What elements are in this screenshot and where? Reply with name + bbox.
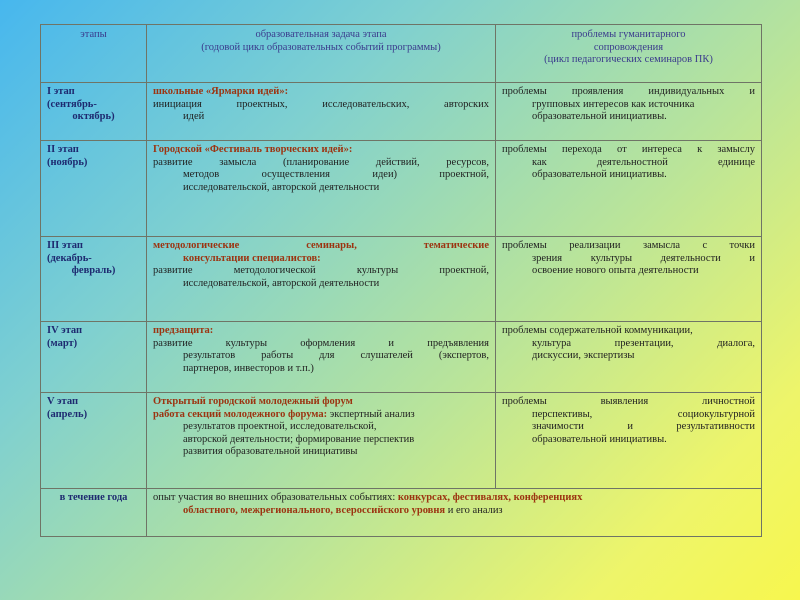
stage-cell: V этап (апрель) [41,393,147,489]
table-row [41,83,762,141]
table-header-row [41,25,762,83]
table-row [41,237,762,322]
header-problems: проблемы гуманитарного сопровождения (цикл педагогических семинаров ПК) [496,25,762,83]
task-cell: предзащита: развитие культуры оформления и предъявления результатов работы для слушателей (экспертов, партнеров, инвесторов и т.п.) [147,322,496,393]
table-row [41,393,762,489]
year-round-cell: опыт участия во внешних образовательных событиях: конкурсах, фестивалях, конференциях областного, межрегионального, всероссийского уровня и его анализ [147,489,762,537]
task-cell: Городской «Фестиваль творческих идей»: развитие замысла (планирование действий, ресурсов, методов осуществления идеи) проектной, исследовательской, авторской деятельности [147,141,496,237]
header-stages: этапы [41,25,147,83]
table-row [41,489,762,537]
task-cell: Открытый городской молодежный форум работа секций молодежного форума: экспертный анализ результатов проектной, исследовательской, авторской деятельности; формирование перспектив развития образовательной инициативы [147,393,496,489]
stage-cell: IV этап (март) [41,322,147,393]
stage-cell: II этап (ноябрь) [41,141,147,237]
task-cell: школьные «Ярмарки идей»: инициация проектных, исследовательских, авторских идей [147,83,496,141]
problem-cell: проблемы проявления индивидуальных и групповых интересов как источника образовательной инициативы. [496,83,762,141]
stage-cell: I этап (сентябрь- октябрь) [41,83,147,141]
problem-cell: проблемы перехода от интереса к замыслу как деятельностной единице образовательной инициативы. [496,141,762,237]
header-task: образовательная задача этапа (годовой цикл образовательных событий программы) [147,25,496,83]
stage-cell: в течение года [41,489,147,537]
table-row [41,322,762,393]
stage-cell: III этап (декабрь- февраль) [41,237,147,322]
task-cell: методологические семинары, тематические консультации специалистов: развитие методологической культуры проектной, исследовательской, авторской деятельности [147,237,496,322]
table-row [41,141,762,237]
problem-cell: проблемы выявления личностной перспективы, социокультурной значимости и результативности образовательной инициативы. [496,393,762,489]
problem-cell: проблемы реализации замысла с точки зрения культуры деятельности и освоение нового опыта деятельности [496,237,762,322]
problem-cell: проблемы содержательной коммуникации, культура презентации, диалога, дискуссии, экспертизы [496,322,762,393]
program-stages-table [40,24,762,537]
